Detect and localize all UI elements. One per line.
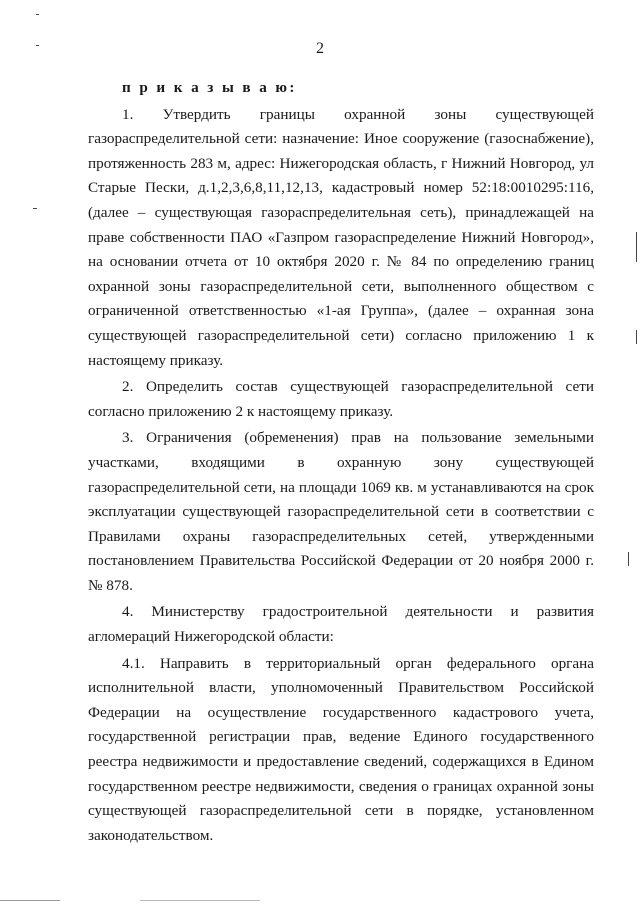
- paragraph-1: 1. Утвердить границы охранной зоны существующей газораспределительной сети: назначение: Иное сооружение (газоснабжение), протяженность 283 м, адрес: Нижегородская область, г Нижний Новгород, ул Старые Пески, д.1,2,3,6,8,11,12,13, кадастровый номер 52:18:0010295:116, (далее – существующая газораспределительная сеть), принадлежащей на праве собственности ПАО «Газпром газораспределение Нижний Новгород», на основании отчета от 10 октября 2020 г. № 84 по определению границ охранной зоны газораспределительной сети, выполненного обществом с ограниченной ответственностью «1-ая Группа», (далее – охранная зона существующей газораспределительной сети) согласно приложению 1 к настоящему приказу.: [88, 105, 594, 369]
- page-number: 2: [316, 40, 324, 57]
- document-body: [88, 72, 594, 850]
- scan-mark: [636, 232, 637, 262]
- scan-mark: [140, 900, 260, 901]
- scan-mark: [0, 900, 60, 901]
- scan-mark: [628, 552, 629, 566]
- paragraph-2: 2. Определить состав существующей газораспределительной сети согласно приложению 2 к настоящему приказу.: [88, 378, 594, 420]
- scan-mark: [636, 330, 637, 344]
- paragraph-4-1: 4.1. Направить в территориальный орган федерального органа исполнительной власти, уполномоченный Правительством Российской Федерации на осуществление государственного кадастрового учета, государственной регистрации прав, ведение Единого государственного реестра недвижимости и предоставление сведений, содержащихся в Едином государственном реестре недвижимости, сведения о границах охранной зоны существующей газораспределительной сети в порядке, установленном законодательством.: [88, 654, 594, 844]
- paragraph-3: 3. Ограничения (обременения) прав на пользование земельными участками, входящими в охранную зону существующей газораспределительной сети, на площади 1069 кв. м устанавливаются на срок эксплуатации существующей газораспределительной сети в соответствии с Правилами охраны газораспределительных сетей, утвержденными постановлением Правительства Российской Федерации от 20 ноября 2000 г. № 878.: [88, 429, 594, 594]
- scan-mark: [33, 208, 37, 209]
- decree-word: п р и к а з ы в а ю:: [122, 79, 297, 96]
- scan-mark: [36, 14, 39, 15]
- paragraph-4: 4. Министерству градостроительной деятельности и развития агломераций Нижегородской области:: [88, 603, 594, 646]
- scan-mark: [36, 45, 39, 46]
